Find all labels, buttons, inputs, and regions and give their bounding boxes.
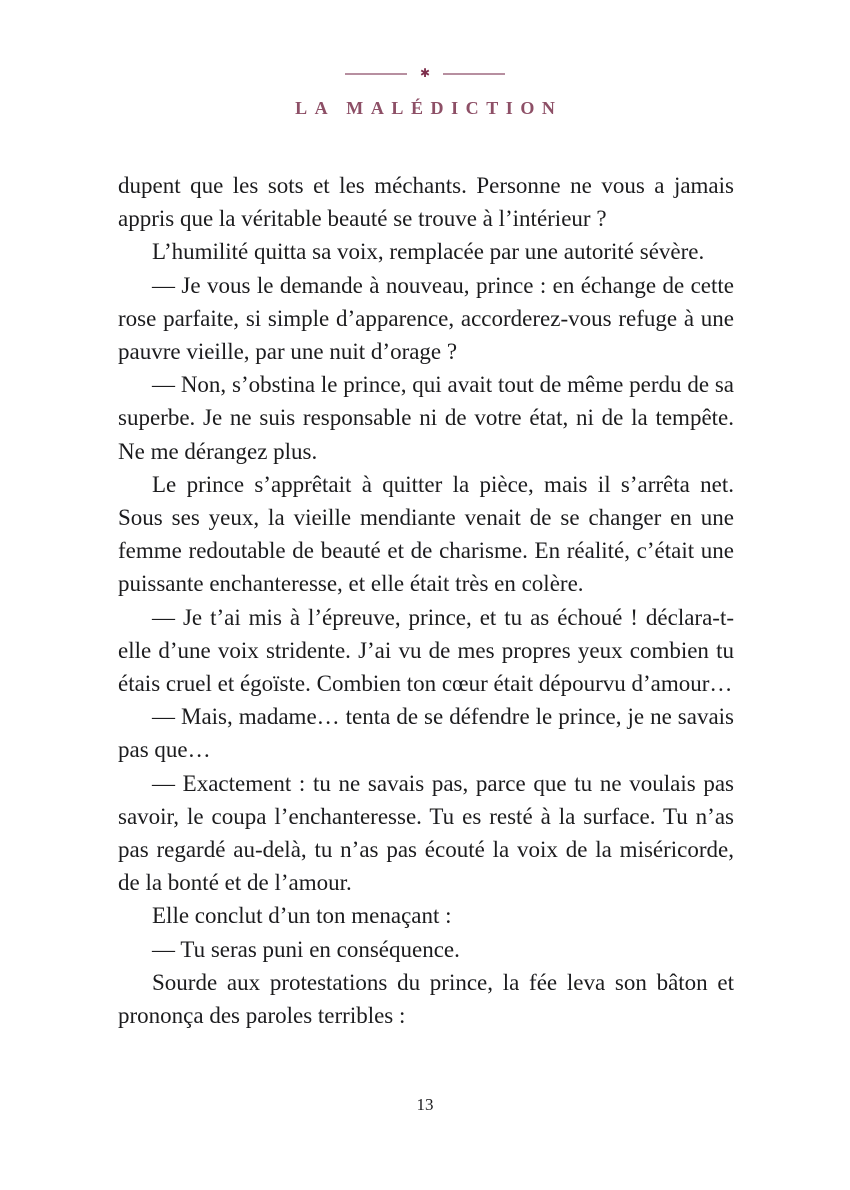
paragraph: — Mais, madame… tenta de se défendre le prince, je ne savais pas que… bbox=[118, 704, 734, 763]
ornament-line-left bbox=[345, 73, 407, 75]
body-text bbox=[118, 169, 734, 1032]
paragraph: Le prince s’apprêtait à quitter la pièce, mais il s’arrêta net. Sous ses yeux, la vieille mendiante venait de se changer en une femme redoutable de beauté et de charisme. En réalité, c’était une puissante enchanteresse, et elle était très en colère. bbox=[118, 471, 734, 597]
chapter-ornament bbox=[0, 66, 850, 82]
paragraph: dupent que les sots et les méchants. Personne ne vous a jamais appris que la véritable beauté se trouve à l’intérieur ? bbox=[118, 173, 734, 232]
paragraph: — Tu seras puni en conséquence. bbox=[152, 936, 460, 962]
paragraph: — Je t’ai mis à l’épreuve, prince, et tu as échoué ! déclara-t-elle d’une voix stridente. J’ai vu de mes propres yeux combien tu étais cruel et égoïste. Combien ton cœur était dépourvu d’amour… bbox=[118, 604, 734, 697]
paragraph: L’humilité quitta sa voix, remplacée par une autorité sévère. bbox=[152, 239, 705, 265]
chapter-title: LA MALÉDICTION bbox=[295, 98, 563, 118]
paragraph: Sourde aux protestations du prince, la fée leva son bâton et prononça des paroles terribles : bbox=[118, 969, 734, 1029]
paragraph: Elle conclut d’un ton menaçant : bbox=[152, 903, 452, 929]
paragraph: — Non, s’obstina le prince, qui avait tout de même perdu de sa superbe. Je ne suis responsable ni de votre état, ni de la tempête. Ne me dérangez plus. bbox=[118, 372, 734, 464]
asterisk-icon: ✱ bbox=[419, 66, 431, 80]
page-number: 13 bbox=[416, 1095, 434, 1114]
paragraph: — Je vous le demande à nouveau, prince : en échange de cette rose parfaite, si simple d’apparence, accorderez-vous refuge à une pauvre vieille, par une nuit d’orage ? bbox=[118, 272, 734, 365]
ornament-line-right bbox=[443, 73, 505, 75]
paragraph: — Exactement : tu ne savais pas, parce que tu ne voulais pas savoir, le coupa l’enchanteresse. Tu es resté à la surface. Tu n’as pas regardé au-delà, tu n’as pas écouté la voix de la miséricorde, de la bonté et de l’amour. bbox=[118, 770, 734, 896]
